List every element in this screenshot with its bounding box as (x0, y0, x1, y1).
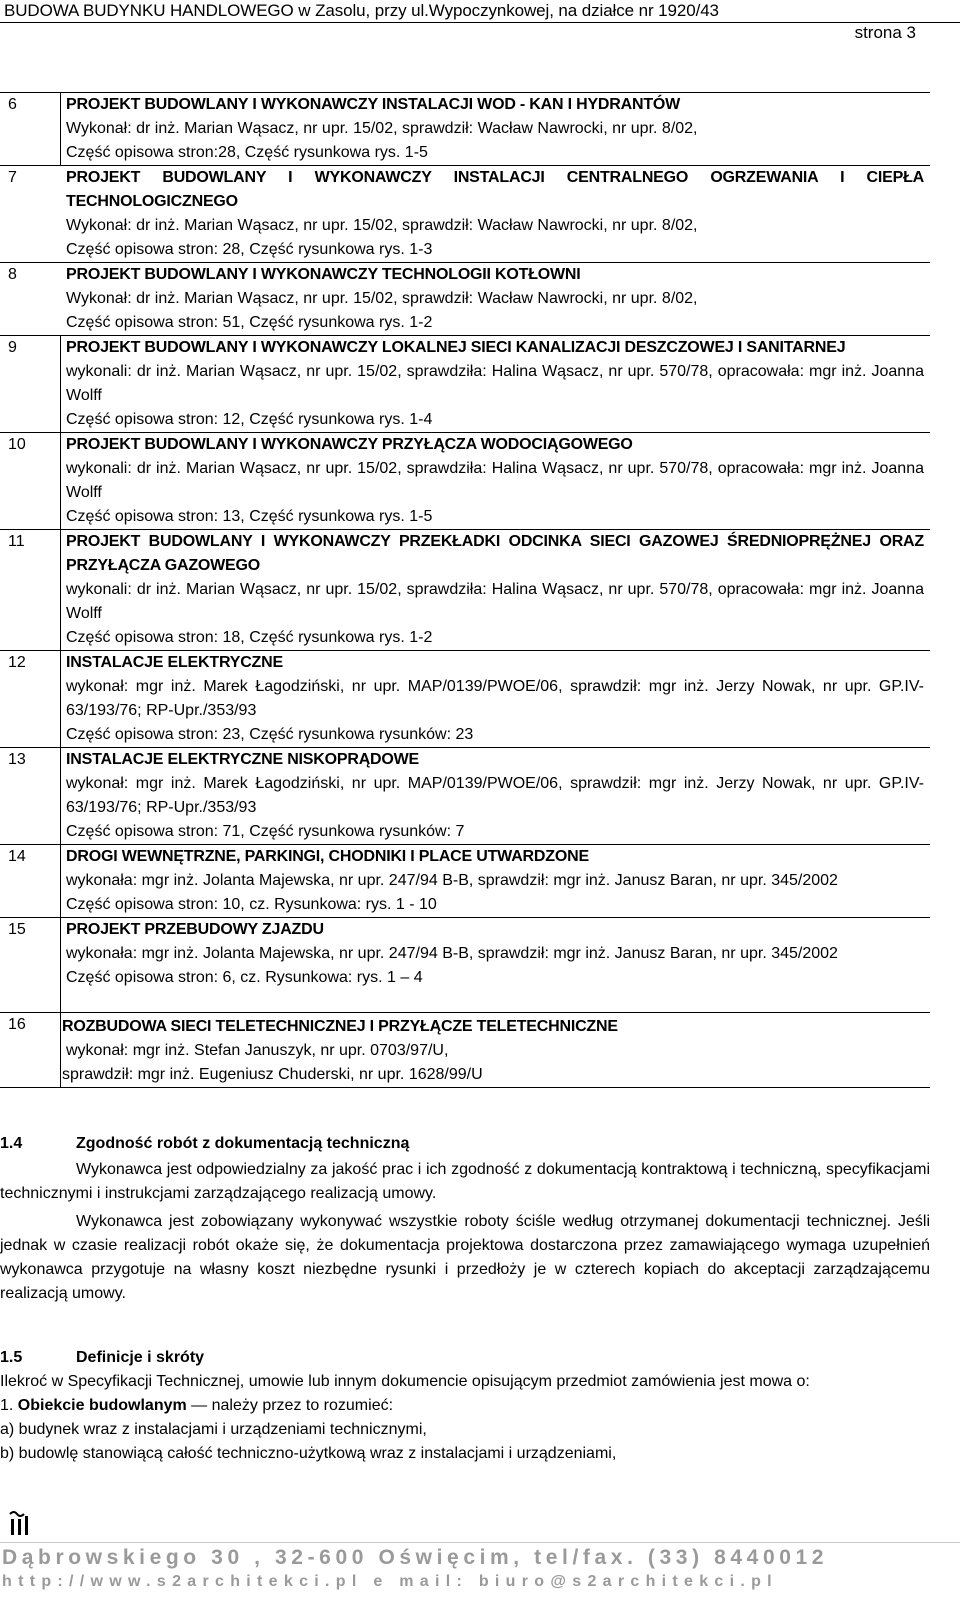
column-divider (60, 93, 61, 165)
row-title: PROJEKT PRZEBUDOWY ZJAZDU (66, 921, 324, 938)
row-detail: wykonał: mgr inż. Marek Łagodziński, nr upr. MAP/0139/PWOE/06, sprawdził: mgr inż. Jerzy Nowak, nr upr. GP.IV-63/193/76; RP-Upr./353/93 (66, 775, 924, 816)
row-detail: Część opisowa stron: 28, Część rysunkowa rys. 1-3 (66, 241, 433, 258)
row-number: 11 (8, 533, 25, 550)
row-detail: Część opisowa stron:28, Część rysunkowa rys. 1-5 (66, 144, 428, 161)
row-title: PROJEKT BUDOWLANY I WYKONAWCZY PRZEKŁADKI ODCINKA SIECI GAZOWEJ ŚREDNIOPRĘŻNEJ ORAZ PRZYŁĄCZA GAZOWEGO (66, 533, 924, 574)
definition-subitem: b) budowlę stanowiącą całość techniczno-użytkową wraz z instalacjami i urządzeniami, (0, 1445, 617, 1462)
table-row (0, 262, 930, 335)
row-title: PROJEKT BUDOWLANY I WYKONAWCZY INSTALACJI CENTRALNEGO OGRZEWANIA I CIEPŁA TECHNOLOGICZNEGO (66, 169, 924, 210)
item-number: 1. (0, 1397, 18, 1414)
header-title: BUDOWA BUDYNKU HANDLOWEGO w Zasolu, przy ul.Wypoczynkowej, na działce nr 1920/43 (4, 1, 719, 20)
row-detail: Część opisowa stron: 18, Część rysunkowa rys. 1-2 (66, 629, 433, 646)
row-detail: Część opisowa stron: 10, cz. Rysunkowa: rys. 1 - 10 (66, 896, 437, 913)
section-title: Zgodność robót z dokumentacją techniczną (76, 1135, 410, 1152)
section-heading (0, 1346, 930, 1370)
footer-contact: http://www.s2architekci.pl e mail: biuro@s2architekci.pl (2, 1573, 778, 1590)
row-title: ROZBUDOWA SIECI TELETECHNICZNEJ I PRZYŁĄCZE TELETECHNICZNE (62, 1018, 618, 1035)
section-number: 1.5 (0, 1349, 23, 1366)
row-detail: wykonała: mgr inż. Jolanta Majewska, nr upr. 247/94 B-B, sprawdził: mgr inż. Janusz Baran, nr upr. 345/2002 (66, 945, 838, 962)
row-detail: sprawdził: mgr inż. Eugeniusz Chuderski, nr upr. 1628/99/U (62, 1066, 483, 1083)
column-divider (60, 530, 61, 650)
table-row (0, 165, 930, 262)
column-divider (60, 748, 61, 844)
row-number: 7 (8, 169, 17, 186)
table-row (0, 917, 930, 1012)
row-title: INSTALACJE ELEKTRYCZNE NISKOPRĄDOWE (66, 751, 420, 768)
table-row (0, 844, 930, 917)
row-detail: Część opisowa stron: 6, cz. Rysunkowa: rys. 1 – 4 (66, 969, 423, 986)
row-number: 16 (8, 1016, 26, 1033)
table-row (0, 650, 930, 747)
header-rule (0, 22, 960, 23)
section-compliance (0, 1132, 930, 1306)
row-detail: wykonał: mgr inż. Marek Łagodziński, nr upr. MAP/0139/PWOE/06, sprawdził: mgr inż. Jerzy Nowak, nr upr. GP.IV-63/193/76; RP-Upr./353/93 (66, 678, 924, 719)
section-title: Definicje i skróty (76, 1349, 205, 1366)
table-row (0, 432, 930, 529)
definitions-intro: Ilekroć w Specyfikacji Technicznej, umowie lub innym dokumencie opisującym przedmiot zamówienia jest mowa o: (0, 1373, 810, 1390)
section-heading (0, 1132, 930, 1156)
column-divider (60, 336, 61, 432)
row-title: PROJEKT BUDOWLANY I WYKONAWCZY TECHNOLOGII KOTŁOWNI (66, 266, 581, 283)
row-detail: Część opisowa stron: 12, Część rysunkowa rys. 1-4 (66, 411, 433, 428)
table-row (0, 92, 930, 165)
table-row (0, 1012, 930, 1088)
row-title: INSTALACJE ELEKTRYCZNE (66, 654, 283, 671)
column-divider (60, 845, 61, 917)
table-row (0, 529, 930, 650)
row-number: 14 (8, 848, 26, 865)
row-detail: Część opisowa stron: 71, Część rysunkowa rysunków: 7 (66, 823, 465, 840)
row-detail: Część opisowa stron: 23, Część rysunkowa rysunków: 23 (66, 726, 474, 743)
row-detail: wykonał: mgr inż. Stefan Januszyk, nr upr. 0703/97/U, (66, 1042, 449, 1059)
definition-item (0, 1394, 930, 1418)
row-number: 15 (8, 921, 26, 938)
defined-term: Obiekcie budowlanym (17, 1397, 187, 1414)
company-logo-icon (8, 1510, 30, 1536)
table-row (0, 747, 930, 844)
column-divider (60, 433, 61, 529)
definition-text: — należy przez to rozumieć: (186, 1397, 394, 1414)
row-detail: Wykonał: dr inż. Marian Wąsacz, nr upr. 15/02, sprawdził: Wacław Nawrocki, nr upr. 8/02, (66, 290, 698, 307)
page-number: strona 3 (854, 23, 916, 42)
row-detail: Wykonał: dr inż. Marian Wąsacz, nr upr. 15/02, sprawdził: Wacław Nawrocki, nr upr. 8/02, (66, 217, 698, 234)
documentation-table (0, 92, 930, 1088)
row-detail: Wykonał: dr inż. Marian Wąsacz, nr upr. 15/02, sprawdził: Wacław Nawrocki, nr upr. 8/02, (66, 120, 698, 137)
row-detail: Część opisowa stron: 13, Część rysunkowa rys. 1-5 (66, 508, 433, 525)
row-detail: wykonała: mgr inż. Jolanta Majewska, nr upr. 247/94 B-B, sprawdził: mgr inż. Janusz Baran, nr upr. 345/2002 (66, 872, 838, 889)
table-row (0, 335, 930, 432)
column-divider (60, 918, 61, 1012)
row-title: PROJEKT BUDOWLANY I WYKONAWCZY INSTALACJI WOD - KAN I HYDRANTÓW (66, 96, 681, 113)
row-number: 10 (8, 436, 26, 453)
column-divider (60, 651, 61, 747)
row-title: DROGI WEWNĘTRZNE, PARKINGI, CHODNIKI I PLACE UTWARDZONE (66, 848, 589, 865)
section-number: 1.4 (0, 1135, 23, 1152)
section-definitions (0, 1346, 930, 1466)
row-number: 12 (8, 654, 26, 671)
footer-address: Dąbrowskiego 30 , 32-600 Oświęcim, tel/fax. (33) 8440012 (2, 1546, 829, 1569)
row-number: 8 (8, 266, 17, 283)
page-footer (0, 1542, 960, 1600)
row-title: PROJEKT BUDOWLANY I WYKONAWCZY LOKALNEJ SIECI KANALIZACJI DESZCZOWEJ I SANITARNEJ (66, 339, 846, 356)
row-detail: wykonali: dr inż. Marian Wąsacz, nr upr. 15/02, sprawdziła: Halina Wąsacz, nr upr. 570/78, opracowała: mgr inż. Joanna Wolff (66, 581, 924, 622)
row-number: 6 (8, 96, 17, 113)
definition-subitem: a) budynek wraz z instalacjami i urządzeniami technicznymi, (0, 1421, 427, 1438)
column-divider (60, 1013, 61, 1087)
row-title: PROJEKT BUDOWLANY I WYKONAWCZY PRZYŁĄCZA WODOCIĄGOWEGO (66, 436, 633, 453)
row-detail: Część opisowa stron: 51, Część rysunkowa rys. 1-2 (66, 314, 433, 331)
row-detail: wykonali: dr inż. Marian Wąsacz, nr upr. 15/02, sprawdziła: Halina Wąsacz, nr upr. 570/78, opracowała: mgr inż. Joanna Wolff (66, 460, 924, 501)
paragraph: Wykonawca jest odpowiedzialny za jakość prac i ich zgodność z dokumentacją kontraktową i techniczną, specyfikacjami technicznymi i instrukcjami zarządzającego realizacją umowy. (0, 1161, 930, 1202)
row-detail: wykonali: dr inż. Marian Wąsacz, nr upr. 15/02, sprawdziła: Halina Wąsacz, nr upr. 570/78, opracowała: mgr inż. Joanna Wolff (66, 363, 924, 404)
row-number: 13 (8, 751, 26, 768)
footer-rule (0, 1542, 960, 1543)
row-number: 9 (8, 339, 17, 356)
paragraph: Wykonawca jest zobowiązany wykonywać wszystkie roboty ściśle według otrzymanej dokumentacji technicznej. Jeśli jednak w czasie realizacji robót okaże się, że dokumentacja projektowa dostarczona przez zamawiającego wymaga uzupełnień wykonawca przygotuje na własny koszt niezbędne rysunki i przedłoży je w czterech kopiach do akceptacji zarządzającemu realizacją umowy. (0, 1213, 930, 1302)
